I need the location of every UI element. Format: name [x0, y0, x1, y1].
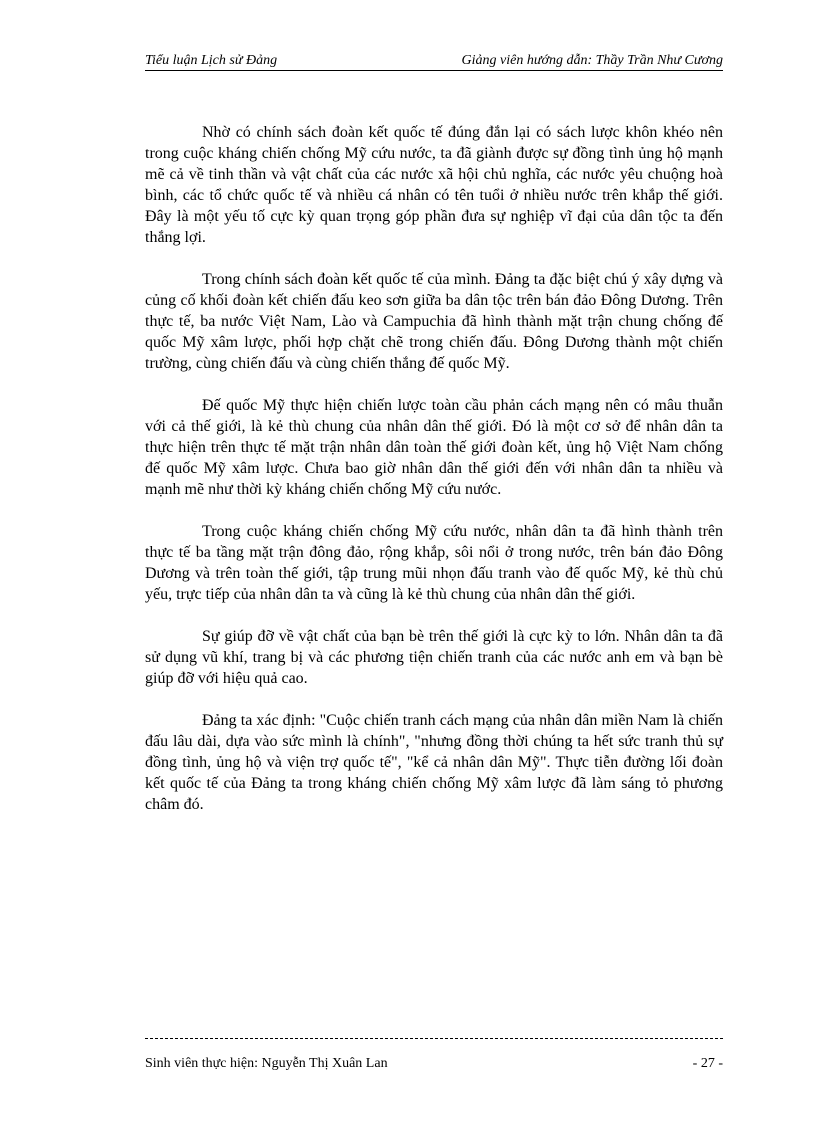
paragraph: Đế quốc Mỹ thực hiện chiến lược toàn cầu phản cách mạng nên có mâu thuẫn với cả thế giới, là kẻ thù chung của nhân dân thế giới. Đó là một cơ sở để nhân dân ta thực hiện trên thực tế mặt trận nhân dân toàn thế giới đoàn kết, ủng hộ Việt Nam chống đế quốc Mỹ xâm lược. Chưa bao giờ nhân dân thế giới đến với nhân dân ta nhiều và mạnh mẽ như thời kỳ kháng chiến chống Mỹ cứu nước. — [145, 397, 723, 498]
footer-divider — [145, 1038, 723, 1039]
page-header — [145, 52, 723, 71]
document-body — [145, 122, 723, 836]
paragraph: Trong chính sách đoàn kết quốc tế của mình. Đảng ta đặc biệt chú ý xây dựng và củng cố khối đoàn kết chiến đấu keo sơn giữa ba dân tộc trên bán đảo Đông Dương. Trên thực tế, ba nước Việt Nam, Lào và Campuchia đã hình thành mặt trận chung chống đế quốc Mỹ xâm lược, phối hợp chặt chẽ trong chiến đấu. Đông Dương thành một chiến trường, cùng chiến đấu và cùng chiến thắng đế quốc Mỹ. — [145, 271, 723, 372]
page-footer — [145, 1054, 723, 1074]
footer-student: Sinh viên thực hiện: Nguyễn Thị Xuân Lan — [145, 1056, 388, 1071]
paragraph: Nhờ có chính sách đoàn kết quốc tế đúng đắn lại có sách lược khôn khéo nên trong cuộc kháng chiến chống Mỹ cứu nước, ta đã giành được sự đồng tình ủng hộ mạnh mẽ cả về tinh thần và vật chất của các nước xã hội chủ nghĩa, các nước yêu chuộng hoà bình, các tổ chức quốc tế và nhiều cá nhân có tên tuổi ở nhiều nước trên khắp thế giới. Đây là một yếu tố cực kỳ quan trọng góp phần đưa sự nghiệp vĩ đại của dân tộc ta đến thắng lợi. — [145, 124, 723, 246]
paragraph: Sự giúp đỡ về vật chất của bạn bè trên thế giới là cực kỳ to lớn. Nhân dân ta đã sử dụng vũ khí, trang bị và các phương tiện chiến tranh của các nước anh em và bạn bè giúp đỡ với hiệu quả cao. — [145, 628, 723, 687]
page-number: - 27 - — [692, 1056, 723, 1071]
paragraph: Trong cuộc kháng chiến chống Mỹ cứu nước, nhân dân ta đã hình thành trên thực tế ba tầng mặt trận đông đảo, rộng khắp, sôi nổi ở trong nước, trên bán đảo Đông Dương và trên toàn thế giới, tập trung mũi nhọn đấu tranh vào đế quốc Mỹ, kẻ thù chủ yếu, trực tiếp của nhân dân ta và cũng là kẻ thù chung của nhân dân thế giới. — [145, 523, 723, 603]
paragraph: Đảng ta xác định: "Cuộc chiến tranh cách mạng của nhân dân miền Nam là chiến đấu lâu dài, dựa vào sức mình là chính", "nhưng đồng thời chúng ta hết sức tranh thủ sự đồng tình, ủng hộ và viện trợ quốc tế", "kể cả nhân dân Mỹ". Thực tiễn đường lối đoàn kết quốc tế của Đảng ta trong kháng chiến chống Mỹ xâm lược đã làm sáng tỏ phương châm đó. — [145, 712, 723, 813]
header-instructor: Giảng viên hướng dẫn: Thầy Trần Như Cương — [461, 53, 723, 68]
header-document-title: Tiểu luận Lịch sử Đảng — [145, 53, 278, 68]
